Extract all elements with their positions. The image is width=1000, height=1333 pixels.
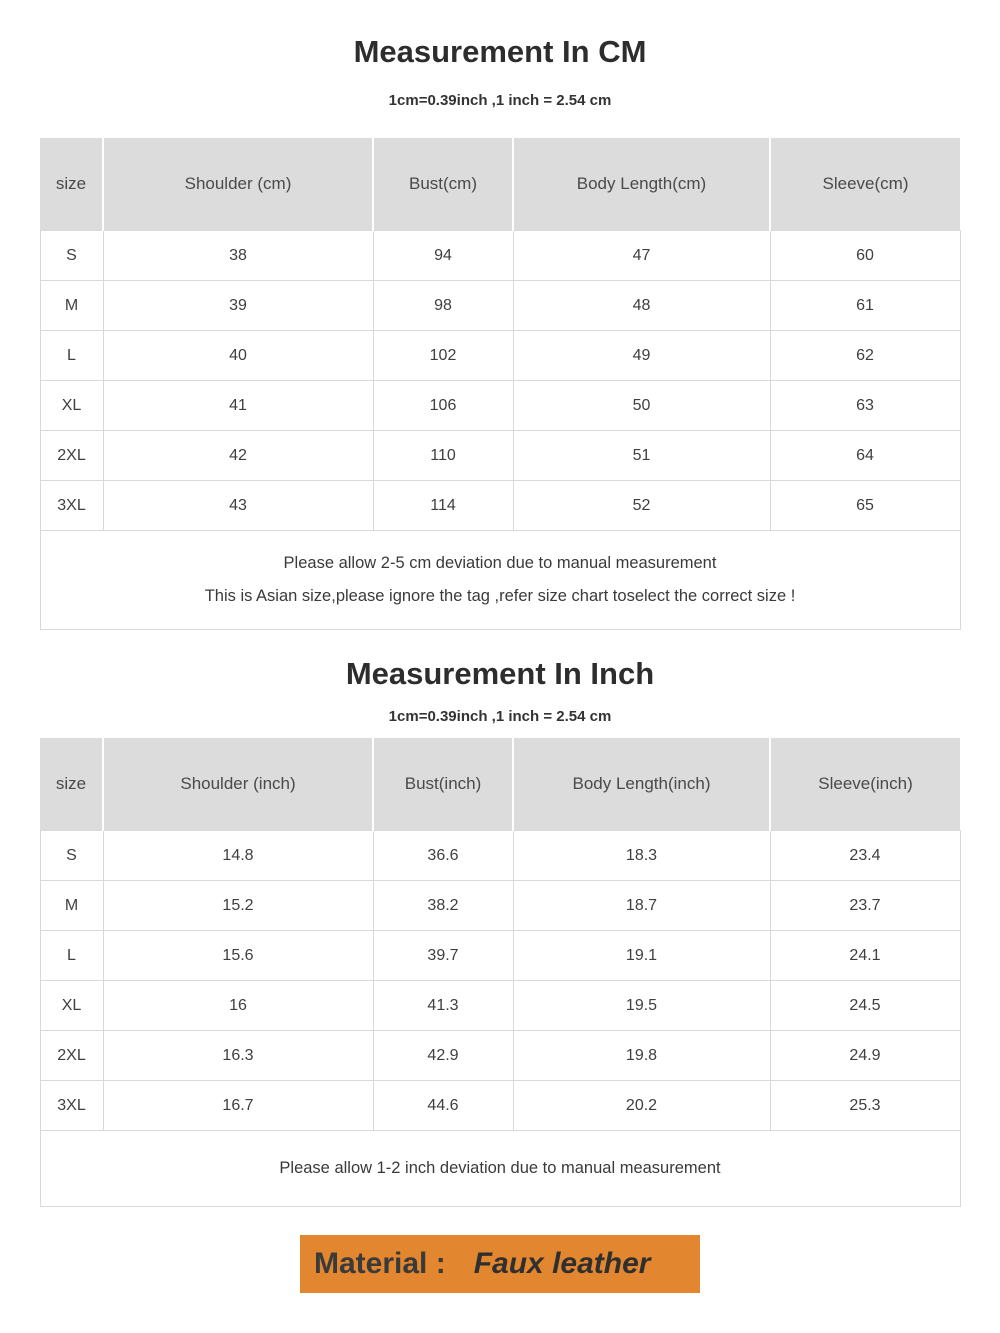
table-cell: 47 [513,231,770,281]
cm-note-deviation: Please allow 2-5 cm deviation due to manual measurement [283,554,717,572]
cm-size-table [40,138,961,630]
table-cell: 23.4 [770,831,960,881]
inch-note-deviation: Please allow 1-2 inch deviation due to manual measurement [279,1159,721,1177]
table-cell: 98 [373,281,513,331]
material-value: Faux leather [473,1247,651,1280]
table-cell: 24.1 [770,931,960,981]
material-label: Material : [314,1247,446,1280]
table-cell: 20.2 [513,1081,770,1131]
table-row [40,481,960,531]
table-row [40,931,960,981]
table-cell: 41.3 [373,981,513,1031]
inch-conversion-note: 1cm=0.39inch ,1 inch = 2.54 cm [388,708,612,725]
table-cell: 48 [513,281,770,331]
table-cell: 16 [103,981,373,1031]
table-cell: 94 [373,231,513,281]
table-cell: 50 [513,381,770,431]
table-cell: 43 [103,481,373,531]
table-row [40,1031,960,1081]
table-cell: 2XL [40,1031,103,1081]
table-cell: 25.3 [770,1081,960,1131]
inch-notes-row [40,1131,960,1207]
table-cell: 16.3 [103,1031,373,1081]
table-row [40,981,960,1031]
table-row [40,331,960,381]
table-row [40,881,960,931]
table-cell: 62 [770,331,960,381]
cm-table-header-row [40,138,960,231]
inch-table-notes [40,1131,960,1207]
table-cell: S [40,831,103,881]
table-cell: XL [40,381,103,431]
table-cell: M [40,281,103,331]
table-row [40,431,960,481]
table-cell: 110 [373,431,513,481]
inch-section-title: Measurement In Inch [345,656,655,691]
table-cell: 24.5 [770,981,960,1031]
table-cell: 65 [770,481,960,531]
table-cell: 60 [770,231,960,281]
cm-header-sleeve: Sleeve(cm) [770,138,960,231]
cm-header-body-length: Body Length(cm) [513,138,770,231]
table-cell: 15.2 [103,881,373,931]
table-row [40,281,960,331]
table-cell: 19.1 [513,931,770,981]
cm-notes-row [40,531,960,630]
table-cell: 102 [373,331,513,381]
table-cell: 19.5 [513,981,770,1031]
table-cell: 24.9 [770,1031,960,1081]
table-cell: 44.6 [373,1081,513,1131]
inch-header-shoulder: Shoulder (inch) [103,738,373,831]
table-row [40,831,960,881]
table-cell: 39.7 [373,931,513,981]
table-cell: 106 [373,381,513,431]
cm-table-notes [40,531,960,630]
table-cell: XL [40,981,103,1031]
material-banner [300,1235,700,1293]
table-cell: L [40,331,103,381]
inch-table-header-row [40,738,960,831]
table-cell: 63 [770,381,960,431]
table-cell: 42.9 [373,1031,513,1081]
inch-header-sleeve: Sleeve(inch) [770,738,960,831]
cm-section-title: Measurement In CM [353,34,647,69]
table-cell: 15.6 [103,931,373,981]
table-cell: 39 [103,281,373,331]
table-cell: 64 [770,431,960,481]
table-cell: 2XL [40,431,103,481]
inch-header-body-length: Body Length(inch) [513,738,770,831]
table-cell: 19.8 [513,1031,770,1081]
table-cell: 3XL [40,481,103,531]
table-cell: 114 [373,481,513,531]
table-cell: 42 [103,431,373,481]
table-cell: S [40,231,103,281]
table-cell: 14.8 [103,831,373,881]
inch-size-table [40,738,961,1207]
table-cell: 3XL [40,1081,103,1131]
table-cell: 38 [103,231,373,281]
table-cell: 18.7 [513,881,770,931]
table-cell: 18.3 [513,831,770,881]
table-row [40,231,960,281]
table-cell: M [40,881,103,931]
table-cell: 23.7 [770,881,960,931]
table-cell: 36.6 [373,831,513,881]
cm-header-bust: Bust(cm) [373,138,513,231]
table-cell: 40 [103,331,373,381]
cm-header-size: size [40,138,103,231]
table-cell: 41 [103,381,373,431]
table-cell: 61 [770,281,960,331]
inch-header-size: size [40,738,103,831]
table-cell: L [40,931,103,981]
cm-header-shoulder: Shoulder (cm) [103,138,373,231]
table-cell: 52 [513,481,770,531]
cm-note-asian-size: This is Asian size,please ignore the tag ,refer size chart toselect the correct size ! [204,587,796,605]
cm-conversion-note: 1cm=0.39inch ,1 inch = 2.54 cm [388,92,612,109]
table-cell: 49 [513,331,770,381]
table-cell: 16.7 [103,1081,373,1131]
table-row [40,1081,960,1131]
table-row [40,381,960,431]
table-cell: 38.2 [373,881,513,931]
table-cell: 51 [513,431,770,481]
inch-header-bust: Bust(inch) [373,738,513,831]
